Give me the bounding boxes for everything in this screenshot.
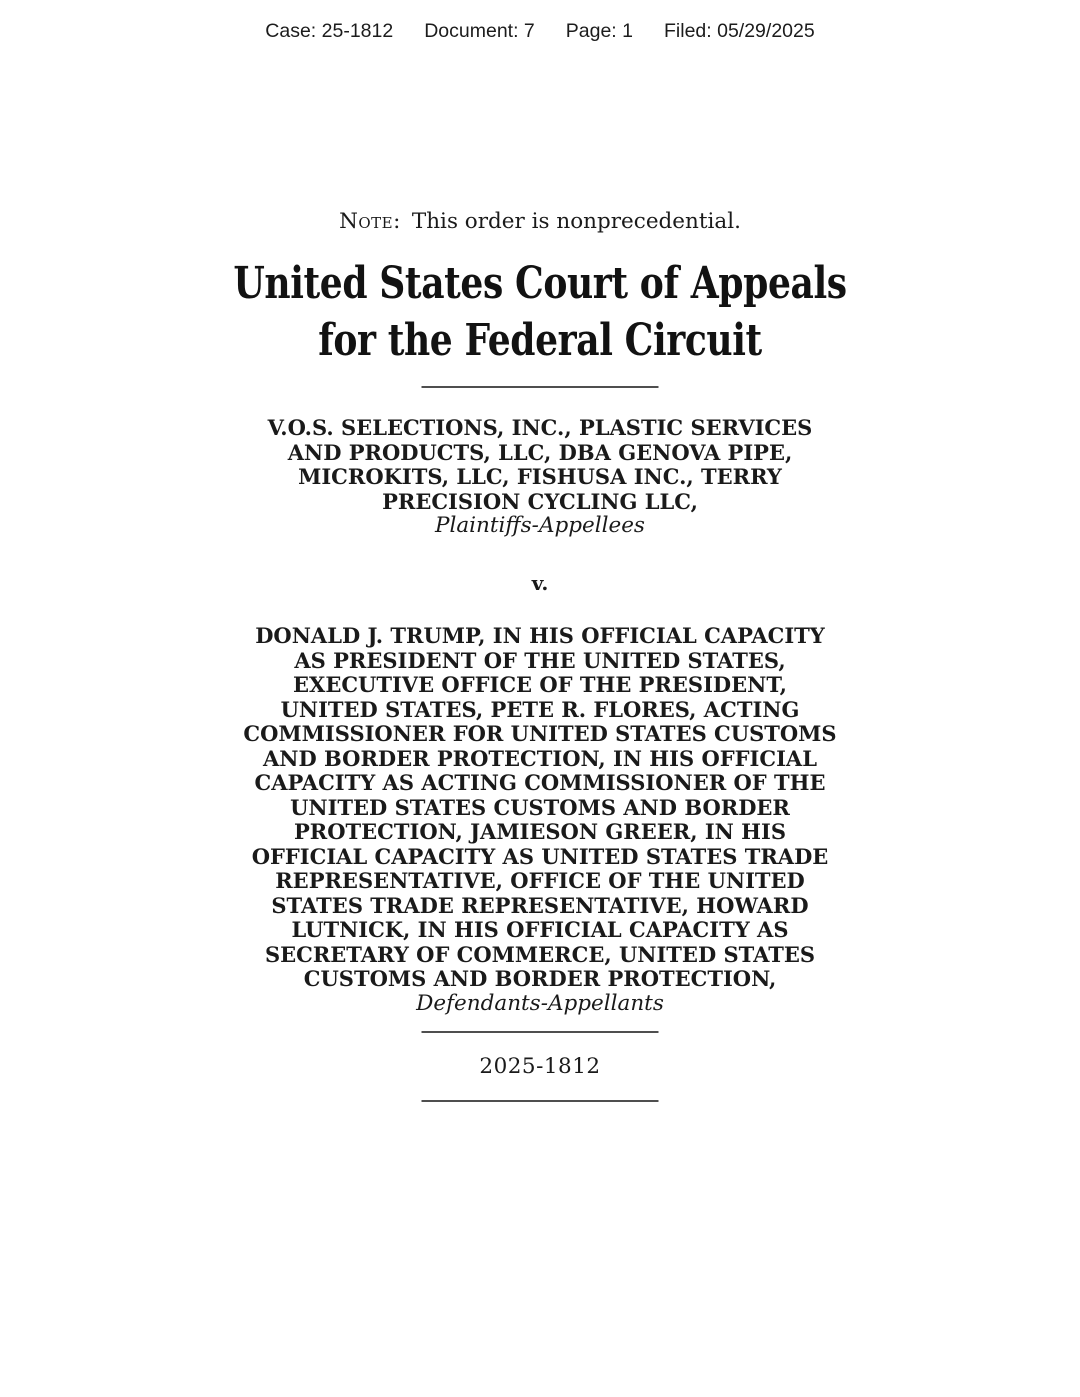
versus-label: v.: [531, 571, 549, 595]
defendants-block: [0, 624, 1080, 1016]
defendant-line: CAPACITY AS ACTING COMMISSIONER OF THE: [254, 770, 826, 795]
court-title-line2: for the Federal Circuit: [318, 315, 762, 366]
separator-rule-bottom: [422, 1100, 659, 1102]
nonprecedential-note: [0, 209, 1080, 235]
docket-number: 2025-1812: [479, 1054, 601, 1079]
header-filed-date: Filed: 05/29/2025: [664, 20, 815, 42]
defendant-line: AS PRESIDENT OF THE UNITED STATES,: [294, 647, 786, 673]
defendant-line: LUTNICK, IN HIS OFFICIAL CAPACITY AS: [291, 917, 789, 942]
defendant-line: UNITED STATES CUSTOMS AND BORDER: [290, 794, 790, 820]
court-title: [97, 255, 983, 369]
plaintiff-line: PRECISION CYCLING LLC,: [382, 488, 698, 514]
defendant-line: REPRESENTATIVE, OFFICE OF THE UNITED: [275, 868, 805, 893]
defendant-line: SECRETARY OF COMMERCE, UNITED STATES: [264, 941, 816, 967]
separator-rule-top: [422, 386, 659, 388]
plaintiffs-block: [0, 416, 1080, 539]
court-title-line1: United States Court of Appeals: [233, 258, 847, 309]
defendant-line: UNITED STATES, PETE R. FLORES, ACTING: [280, 696, 800, 722]
note-label: Note:: [339, 209, 401, 234]
defendant-line: EXECUTIVE OFFICE OF THE PRESIDENT,: [293, 672, 787, 697]
header-document-number: Document: 7: [424, 20, 535, 42]
defendant-line: DONALD J. TRUMP, IN HIS OFFICIAL CAPACITY: [255, 623, 825, 648]
defendant-line: AND BORDER PROTECTION, IN HIS OFFICIAL: [263, 745, 817, 771]
plaintiff-line: V.O.S. SELECTIONS, INC., PLASTIC SERVICES: [267, 415, 813, 440]
defendant-line: PROTECTION, JAMIESON GREER, IN HIS: [293, 819, 786, 844]
defendant-line: COMMISSIONER FOR UNITED STATES CUSTOMS: [243, 721, 837, 746]
note-text: This order is nonprecedential.: [411, 209, 741, 234]
separator-rule-middle: [422, 1031, 659, 1033]
header-case-number: Case: 25-1812: [265, 20, 394, 42]
header-page-number: Page: 1: [565, 20, 633, 42]
defendant-line: OFFICIAL CAPACITY AS UNITED STATES TRADE: [251, 843, 829, 869]
defendant-line: STATES TRADE REPRESENTATIVE, HOWARD: [271, 892, 809, 918]
pacer-header: [0, 20, 1080, 43]
plaintiff-line: AND PRODUCTS, LLC, DBA GENOVA PIPE,: [287, 439, 793, 465]
defendant-line: CUSTOMS AND BORDER PROTECTION,: [303, 966, 777, 991]
plaintiffs-role: Plaintiffs-Appellees: [435, 513, 645, 538]
plaintiff-line: MICROKITS, LLC, FISHUSA INC., TERRY: [298, 464, 782, 489]
defendants-role: Defendants-Appellants: [416, 990, 664, 1016]
